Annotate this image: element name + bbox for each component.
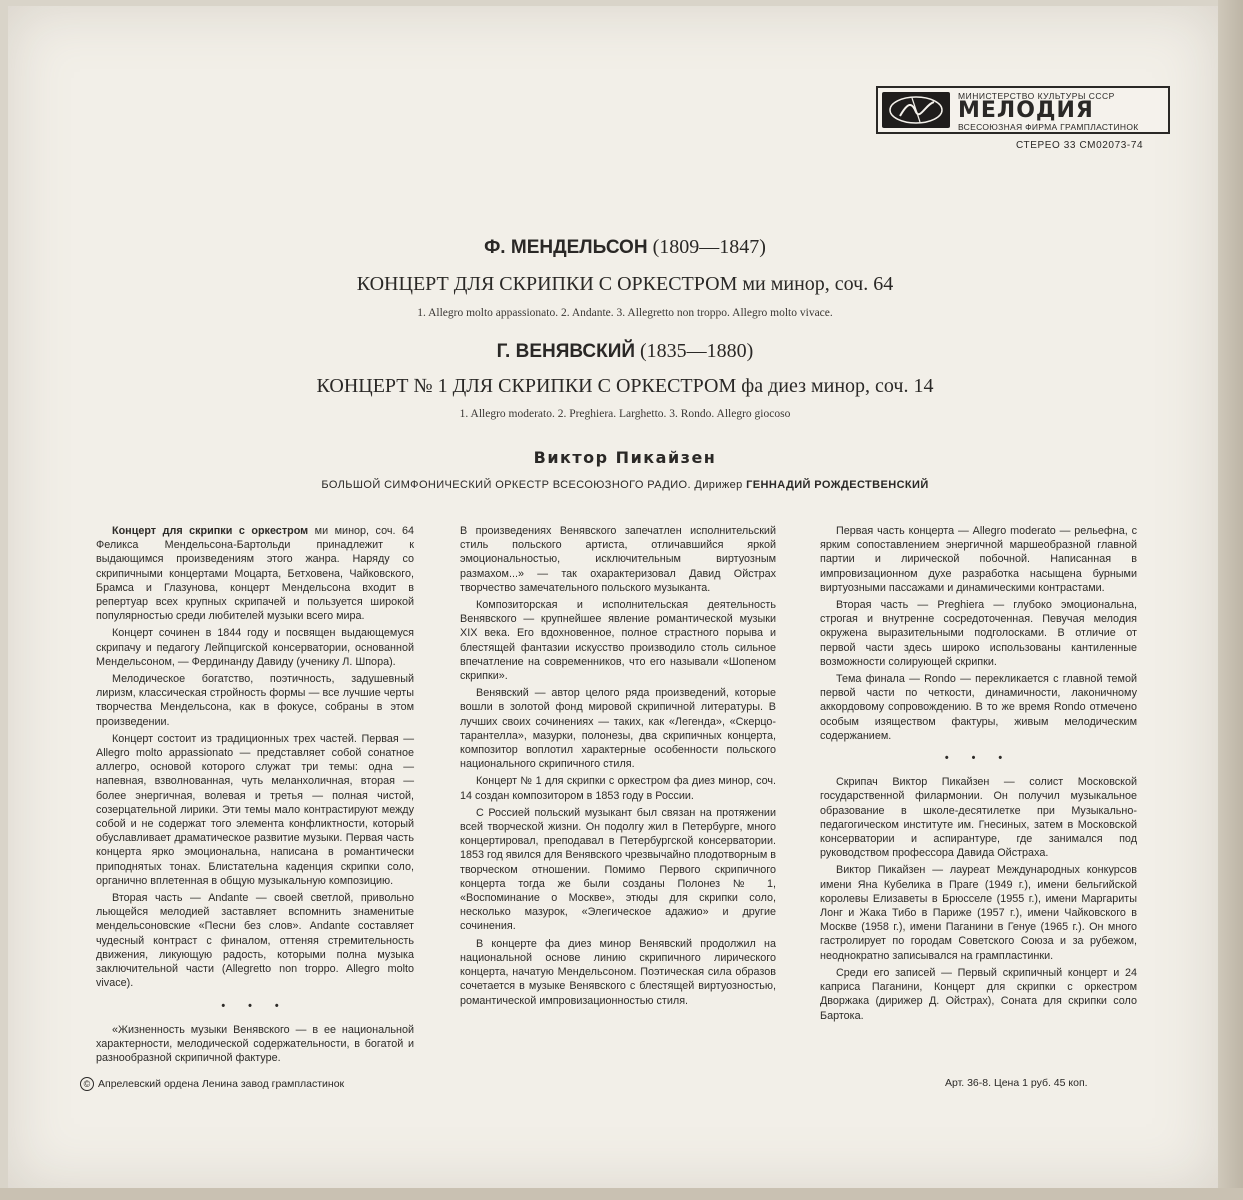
notes-c2-p4: Концерт № 1 для скрипки с оркестром фа диез минор, соч. 14 создан композитором в 1853 году в России. (460, 775, 776, 802)
notes-c3-p5: Виктор Пикайзен — лауреат Международных конкурсов имени Яна Кубелика в Праге (1949 г.), имени бельгийской королевы Елизаветы в Брюсселе (1955 г.), имени Маргариты Лонг и Жака Тибо в Париже (1957 г.), имени Чайковского в Москве (1958 г.), имени Паганини в Генуе (1965 г.). Он много гастролирует по городам Советского Союза и за рубежом, неоднократно записывался на грампластинки. (820, 864, 1137, 962)
notes-c1-p5: Вторая часть — Andante — своей светлой, привольно льющейся мелодией заставляет вспомнить знаменитые мендельсоновские «Песни без слов». Andante составляет чудесный контраст с финалом, оттеняя стремительность движения, ликующую радость, которыми полна музыка заключительной части (Allegretto non troppo. Allegro molto vivace). (96, 892, 414, 990)
composer-name-1: Ф. МЕНДЕЛЬСОН (484, 237, 648, 258)
performer-name: Виктор Пикайзен (533, 448, 717, 467)
notes-column-3 (820, 524, 1137, 1026)
notes-c1-p6: «Жизненность музыки Венявского — в ее национальной характерности, мелодической содержательности, в богатой и разнообразной скрипичной фактуре. (96, 1023, 414, 1065)
work-title-1 (200, 273, 1050, 296)
work-title-main-1: КОНЦЕРТ ДЛЯ СКРИПКИ С ОРКЕСТРОМ (356, 273, 738, 295)
label-ministry: МИНИСТЕРСТВО КУЛЬТУРЫ СССР (958, 91, 1115, 101)
melodiya-label (876, 86, 1170, 134)
composer-heading-1 (200, 236, 1050, 259)
work-movements-1: 1. Allegro molto appassionato. 2. Andante. 3. Allegretto non troppo. Allegro molto vivace. (417, 307, 833, 319)
notes-c1-p1: ми минор, соч. 64 Феликса Мендельсона-Бартольди принадлежит к выдающимся произведениям этого жанра. Наряду со скрипичными концертами Моцарта, Бетховена, Чайковского, Брамса и Глазунова, концерт Мендельсона входит в репертуар всех крупных скрипачей и пользуется широкой популярностью среди любителей музыки всего мира. (96, 525, 414, 623)
label-firm: ВСЕСОЮЗНАЯ ФИРМА ГРАМПЛАСТИНОК (958, 122, 1139, 132)
notes-c1-p3: Мелодическое богатство, поэтичность, задушевный лиризм, классическая стройность формы — все лучшие черты творчества Мендельсона, как в фокусе, собраны в этом произведении. (96, 673, 414, 728)
notes-c1-p2: Концерт сочинен в 1844 году и посвящен выдающемуся скрипачу и педагогу Лейпцигской консерватории, основанной Мендельсоном, — Фердинанду Давиду (ученику Л. Шпора). (96, 627, 414, 668)
orchestra-line (200, 479, 1050, 491)
notes-c3-p6: Среди его записей — Первый скрипичный концерт и 24 каприса Паганини, Концерт для скрипки с оркестром Дворжака (дирижер Д. Ойстрах), Соната для скрипки соло Бартока. (820, 966, 1137, 1022)
notes-c2-p2: Композиторская и исполнительская деятельность Венявского — крупнейшее явление романтической музыки XIX века. Его вдохновенное, полное страстного порыва и блестящей фантазии искусство производило столь сильное впечатление на современников, что его называли «Шопеном скрипки». (460, 599, 776, 683)
footer-manufacturer-text: Апрелевский ордена Ленина завод грампластинок (98, 1077, 345, 1090)
notes-separator-2: • • • (944, 752, 1013, 765)
sleeve-edge-right (1218, 0, 1243, 1200)
notes-c3-p3: Тема финала — Rondo — перекликается с главной темой первой части по четкости, динамичности, лаконичному аккордовому сопровождению. В то же время Rondo отмечено особым изяществом фактуры, живым мелодическим содержанием. (820, 673, 1137, 742)
notes-c1-p4: Концерт состоит из традиционных трех частей. Первая — Allegro molto appassionato — представляет собой сонатное аллегро, основой которого служат три темы: одна — напевная, взволнованная, чуть меланхоличная, вторая — более энергичная, волевая и третья — полная чистой, созерцательной лирики. Эти темы мало контрастируют между собой и не содержат того элемента конфликтности, который обуславливает драматическое развитие музыки. Первая часть концерта ярко эмоциональна, написана в романтически приподнятых тонах. Блистательна каденция скрипки соло, органично вплетенная в общую музыкальную композицию. (96, 732, 414, 887)
composer-name-2: Г. ВЕНЯВСКИЙ (496, 341, 636, 362)
notes-c2-p5: С Россией польский музыкант был связан на протяжении всей творческой жизни. Он подолгу жил в Петербурге, много концертировал, преподавал в Петербургской консерватории. 1853 год явился для Венявского чрезвычайно плодотворным в творческом отношении. Помимо Первого скрипичного концерта тогда же были созданы Полонез № 1, «Воспоминание о Москве», этюды для скрипки соло, несколько мазурок, «Элегическое адажио» и другие сочинения. (460, 806, 776, 933)
conductor-name: ГЕННАДИЙ РОЖДЕСТВЕНСКИЙ (746, 479, 929, 491)
notes-c3-p4: Скрипач Виктор Пикайзен — солист Московской государственной филармонии. Он получил музыкальное образование в школе-десятилетке при Музыкально-педагогическом институте им. Гнесиных, затем в Московской консерватории и аспирантуре, где занимался под руководством профессора Давида Ойстраха. (820, 776, 1137, 860)
work-title-key-1: ми минор, соч. 64 (742, 273, 894, 295)
copyright-icon: © (80, 1077, 94, 1091)
footer-price: Арт. 36-8. Цена 1 руб. 45 коп. (945, 1077, 1088, 1089)
composer-dates-1: (1809—1847) (652, 236, 766, 258)
work-title-main-2: КОНЦЕРТ № 1 ДЛЯ СКРИПКИ С ОРКЕСТРОМ (316, 375, 737, 397)
notes-c2-p3: Венявский — автор целого ряда произведений, которые вошли в золотой фонд мировой скрипичной литературы. В лучших своих сочинениях — таких, как «Легенда», «Скерцо-тарантелла», мазурки, полонезы, два скрипичных концерта, композитор воплотил характерные особенности польского национального скрипичного стиля. (460, 687, 776, 771)
notes-separator-1: • • • (221, 999, 289, 1012)
orchestra-text: БОЛЬШОЙ СИМФОНИЧЕСКИЙ ОРКЕСТР ВСЕСОЮЗНОГО РАДИО. Дирижер (321, 479, 743, 491)
label-brand: МЕЛОДИЯ (958, 98, 1094, 123)
composer-dates-2: (1835—1880) (640, 340, 754, 362)
work-title-2 (200, 375, 1050, 398)
notes-c3-p2: Вторая часть — Preghiera — глубоко эмоциональна, строгая и внутренне сосредоточенная. Певучая мелодия окружена выразительными подголосками. В отличие от первой части здесь широко использованы кантиленные возможности солирующей скрипки. (820, 599, 1137, 668)
footer-manufacturer (80, 1077, 344, 1091)
composer-heading-2 (200, 340, 1050, 363)
notes-c2-p6: В концерте фа диез минор Венявский продолжил на национальной основе линию скрипичного лирического концерта, начатую Мендельсоном. Поэтическая сила образов сочетается в музыке Венявского с блестящей виртуозностью, романтической импровизационностью стиля. (460, 937, 776, 1007)
notes-lead: Концерт для скрипки с оркестром (112, 525, 309, 537)
catalog-number: СТЕРЕО 33 СМ02073-74 (1016, 140, 1144, 151)
notes-column-2 (460, 524, 776, 1011)
melodiya-logo-icon (882, 92, 950, 128)
notes-column-1 (96, 524, 414, 1068)
notes-c2-p1: В произведениях Венявского запечатлен исполнительский стиль польского артиста, отличавшийся яркой эмоциональностью, исключительным виртуозным размахом...» — так охарактеризовал Давид Ойстрах творчество замечательного польского музыканта. (460, 525, 776, 594)
sleeve-edge-bottom (0, 1188, 1243, 1200)
notes-c3-p1: Первая часть концерта — Allegro moderato — рельефна, с ярким сопоставлением энергичной маршеобразной главной партии и лирической побочной. Написанная в импровизационном духе разработка насыщена бурными виртуозными пассажами и динамическими контрастами. (820, 525, 1137, 594)
work-title-key-2: фа диез минор, соч. 14 (741, 375, 934, 397)
work-movements-2: 1. Allegro moderato. 2. Preghiera. Larghetto. 3. Rondo. Allegro giocoso (459, 408, 791, 420)
